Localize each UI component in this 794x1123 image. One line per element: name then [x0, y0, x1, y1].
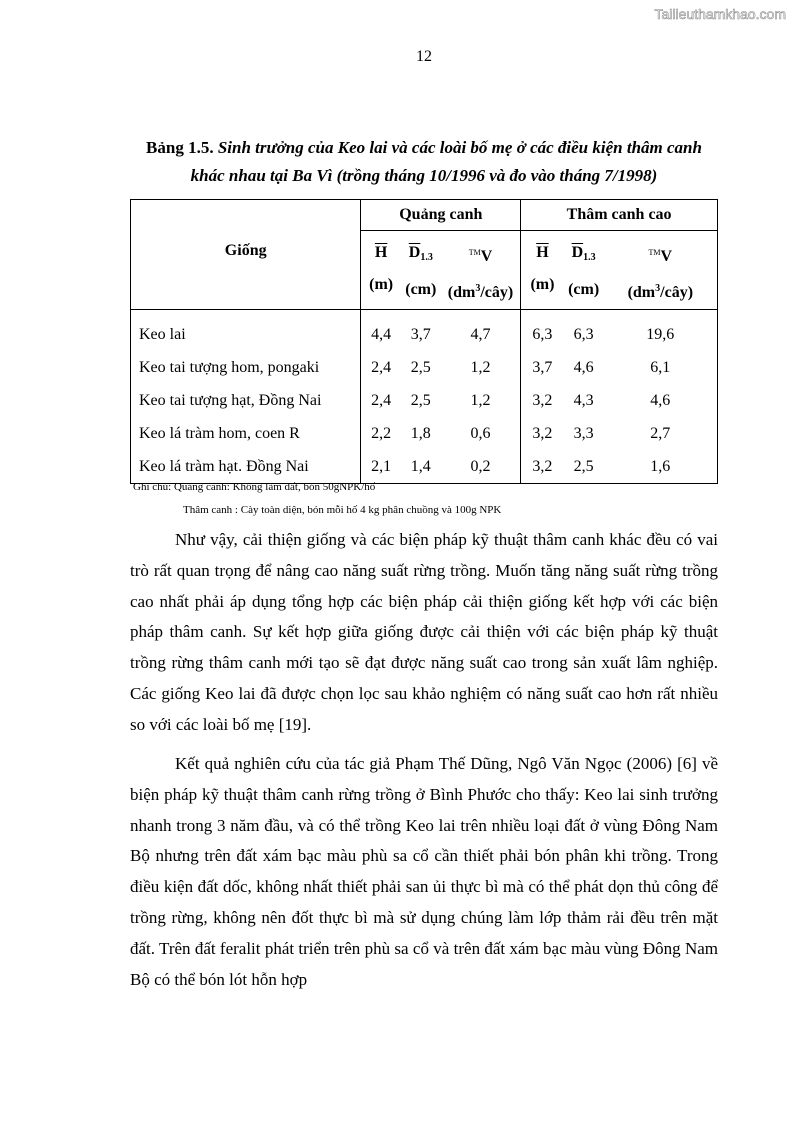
header-tham-canh-cao: Thâm canh cao — [521, 200, 718, 231]
row-name: Keo tai tượng hom, pongaki — [131, 351, 361, 384]
cell: 1,6 — [604, 450, 718, 484]
table-caption — [130, 134, 718, 190]
cell: 2,7 — [604, 417, 718, 450]
row-name: Keo lá tràm hạt. Đồng Nai — [131, 450, 361, 484]
header-giong: Giống — [131, 200, 361, 310]
cell: 2,4 — [371, 391, 392, 409]
cell: 19,6 — [604, 310, 718, 352]
table-row — [131, 351, 718, 384]
header-d-qc: $\overline{D}_{1.3}$ (cm) — [405, 244, 437, 298]
cell: 3,7 — [401, 310, 441, 352]
growth-table — [130, 199, 718, 484]
cell: 2,4 — [371, 358, 392, 376]
table-row — [131, 384, 718, 417]
caption-label: Bảng 1.5. — [146, 138, 214, 157]
cell: 6,3 — [564, 310, 604, 352]
row-name: Keo lá tràm hom, coen R — [131, 417, 361, 450]
cell: 3,2 — [532, 424, 553, 442]
caption-title: Sinh trưởng của Keo lai và các loài bố mẹ ở các điều kiện thâm canh khác nhau tại Ba Vì (trồng tháng 10/1996 và đo vào tháng 7/1998) — [190, 138, 702, 185]
row-name: Keo lai — [131, 310, 361, 352]
page-number: 12 — [416, 48, 432, 65]
cell: 6,3 — [521, 310, 564, 352]
cell: 1,2 — [441, 351, 521, 384]
cell: 0,2 — [441, 450, 521, 484]
cell: 3,2 — [532, 391, 553, 409]
cell: 4,3 — [573, 391, 594, 409]
cell: 1,8 — [410, 424, 431, 442]
header-d-tc: $\overline{D}_{1.3}$ (cm) — [568, 244, 600, 298]
row-name: Keo tai tượng hạt, Đồng Nai — [131, 384, 361, 417]
cell: 1,4 — [401, 450, 441, 484]
watermark-text: Tailieuthamkhao.com — [654, 6, 786, 22]
header-v-qc: ™V $(dm^3/cây)$ — [441, 231, 521, 310]
table-row — [131, 417, 718, 450]
cell: 2,5 — [410, 391, 431, 409]
cell: 2,5 — [564, 450, 604, 484]
cell: 4,6 — [573, 358, 594, 376]
note-line-1: Ghi chú: Quảng canh: Không làm đất, bón 50gNPK/hố — [133, 481, 376, 493]
cell: 4,7 — [441, 310, 521, 352]
paragraph-2: Kết quả nghiên cứu của tác giả Phạm Thế Dũng, Ngô Văn Ngọc (2006) [6] về biện pháp kỹ thuật thâm canh rừng trồng ở Bình Phước cho thấy: Keo lai sinh trưởng nhanh trong 3 năm đầu, và có thể trồng Keo lai trên nhiều loại đất ở vùng Đông Nam Bộ nhưng trên đất xám bạc màu phù sa cổ cần thiết phải bón phân khi trồng. Trong điều kiện đất dốc, không nhất thiết phải san ủi thực bì mà có thể phát dọn thủ công để trồng rừng, không nên đốt thực bì mà sử dụng chúng làm lớp thảm rải đều trên mặt đất. Trên đất feralit phát triển trên phù sa cổ và trên đất xám bạc màu vùng Đông Nam Bộ có thể bón lót hỗn hợp — [130, 754, 718, 989]
cell: 4,4 — [361, 310, 401, 352]
paragraph-1: Như vậy, cải thiện giống và các biện pháp kỹ thuật thâm canh khác đều có vai trò rất quan trọng để nâng cao năng suất rừng trồng. Muốn tăng năng suất rừng trồng cao nhất phải áp dụng tổng hợp các biện pháp cải thiện giống kết hợp với các biện pháp thâm canh. Sự kết hợp giữa giống được cải thiện với các biện pháp kỹ thuật trồng rừng thâm canh mới tạo sẽ đạt được năng suất cao trong sản xuất lâm nghiệp. Các giống Keo lai đã được chọn lọc sau khảo nghiệm có năng suất cao hơn rất nhiều so với các loài bố mẹ [19]. — [130, 530, 718, 734]
cell: 2,2 — [371, 424, 392, 442]
cell: 2,1 — [361, 450, 401, 484]
header-h-qc: $\overline{H}$ (m) — [369, 244, 394, 293]
cell: 3,7 — [532, 358, 553, 376]
header-quang-canh: Quảng canh — [361, 200, 521, 231]
header-h-tc: $\overline{H}$ (m) — [530, 244, 555, 293]
cell: 4,6 — [604, 384, 718, 417]
header-v-tc: ™V $(dm^3/cây)$ — [604, 231, 718, 310]
cell: 3,3 — [573, 424, 594, 442]
table-notes — [133, 476, 501, 522]
cell: 3,2 — [521, 450, 564, 484]
table-row — [131, 310, 718, 352]
cell: 1,2 — [441, 384, 521, 417]
cell: 0,6 — [441, 417, 521, 450]
note-line-2: Thâm canh : Cày toàn diện, bón mỗi hố 4 kg phân chuồng và 100g NPK — [183, 504, 502, 516]
cell: 2,5 — [410, 358, 431, 376]
cell: 6,1 — [604, 351, 718, 384]
